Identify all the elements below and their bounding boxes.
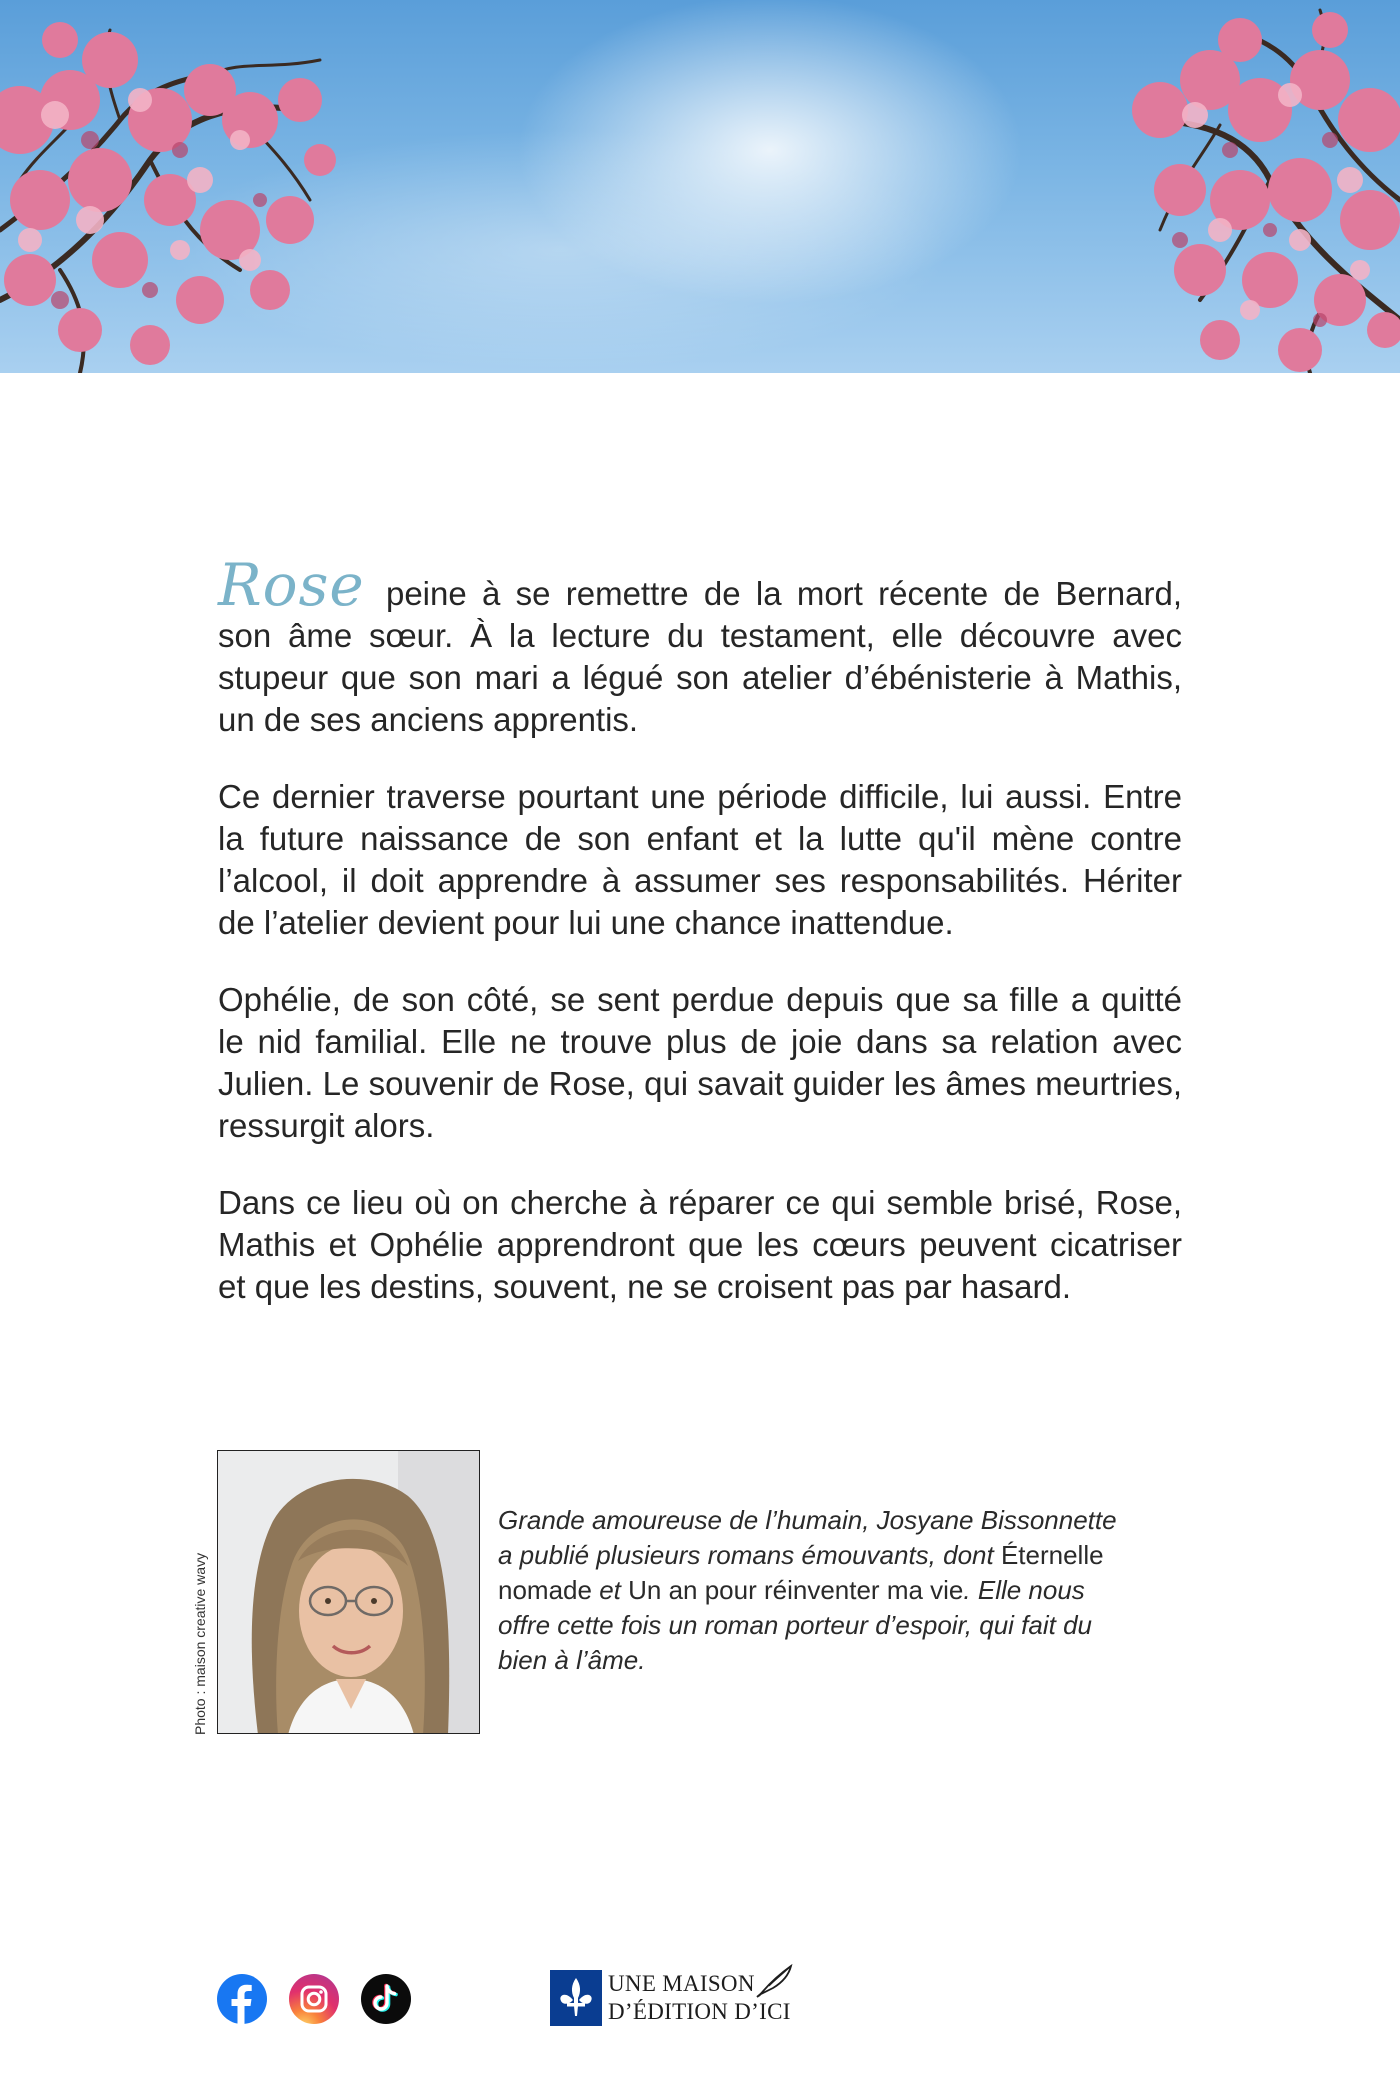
quill-icon xyxy=(755,1964,795,1998)
publisher-line-2: D’ÉDITION D’ICI xyxy=(608,1999,791,2024)
blurb-paragraph-3: Ophélie, de son côté, se sent perdue depuis que sa fille a quitté le nid familial. Elle ne trouve plus de joie dans sa relation avec Julien. Le souvenir de Rose, qui savait guider les âmes meurtries, ressurgit alors. xyxy=(218,981,1182,1144)
back-cover-blurb xyxy=(218,551,1182,1343)
book-title-1: Éternelle nomade xyxy=(498,1540,1104,1605)
cherry-blossom-left xyxy=(0,0,340,373)
author-photo xyxy=(217,1450,480,1734)
rose-title-word: Rose xyxy=(218,551,365,619)
tiktok-icon[interactable] xyxy=(361,1974,411,2024)
sky-banner xyxy=(0,0,1400,373)
author-bio-text-1: Grande amoureuse de l’humain, Josyane Bissonnette a publié plusieurs romans émouvants, dont xyxy=(498,1505,1117,1570)
publisher-line-1: UNE MAISON xyxy=(608,1971,755,1996)
blurb-paragraph-2: Ce dernier traverse pourtant une période difficile, lui aussi. Entre la future naissance de son enfant et la lutte qu'il mène contre l’alcool, il doit apprendre à assumer ses responsabilités. Hériter de l’atelier devient pour lui une chance inattendue. xyxy=(218,778,1182,941)
cherry-blossom-right xyxy=(1100,0,1400,373)
instagram-icon[interactable] xyxy=(289,1974,339,2024)
author-bio xyxy=(498,1503,1138,1678)
publisher-logo xyxy=(550,1970,810,2026)
fleur-de-lis-icon xyxy=(550,1970,602,2026)
author-bio-text-3: . Elle nous offre cette fois un roman porteur d’espoir, qui fait du bien à l’âme. xyxy=(498,1575,1093,1675)
author-bio-text-2: et xyxy=(591,1575,629,1605)
blurb-paragraph-4: Dans ce lieu où on cherche à réparer ce qui semble brisé, Rose, Mathis et Ophélie apprendront que les cœurs peuvent cicatriser et que les destins, souvent, ne se croisent pas par hasard. xyxy=(218,1184,1182,1305)
blurb-paragraph-1 xyxy=(218,551,1182,741)
blurb-paragraph-1-text: peine à se remettre de la mort récente de Bernard, son âme sœur. À la lecture du testament, elle découvre avec stupeur que son mari a légué son atelier d’ébénisterie à Mathis, un de ses anciens apprentis. xyxy=(218,575,1182,738)
facebook-icon[interactable] xyxy=(217,1974,267,2024)
photo-credit: Photo : maison creative wavy xyxy=(192,1552,208,1735)
book-title-2: Un an pour réinventer ma vie xyxy=(628,1575,964,1605)
